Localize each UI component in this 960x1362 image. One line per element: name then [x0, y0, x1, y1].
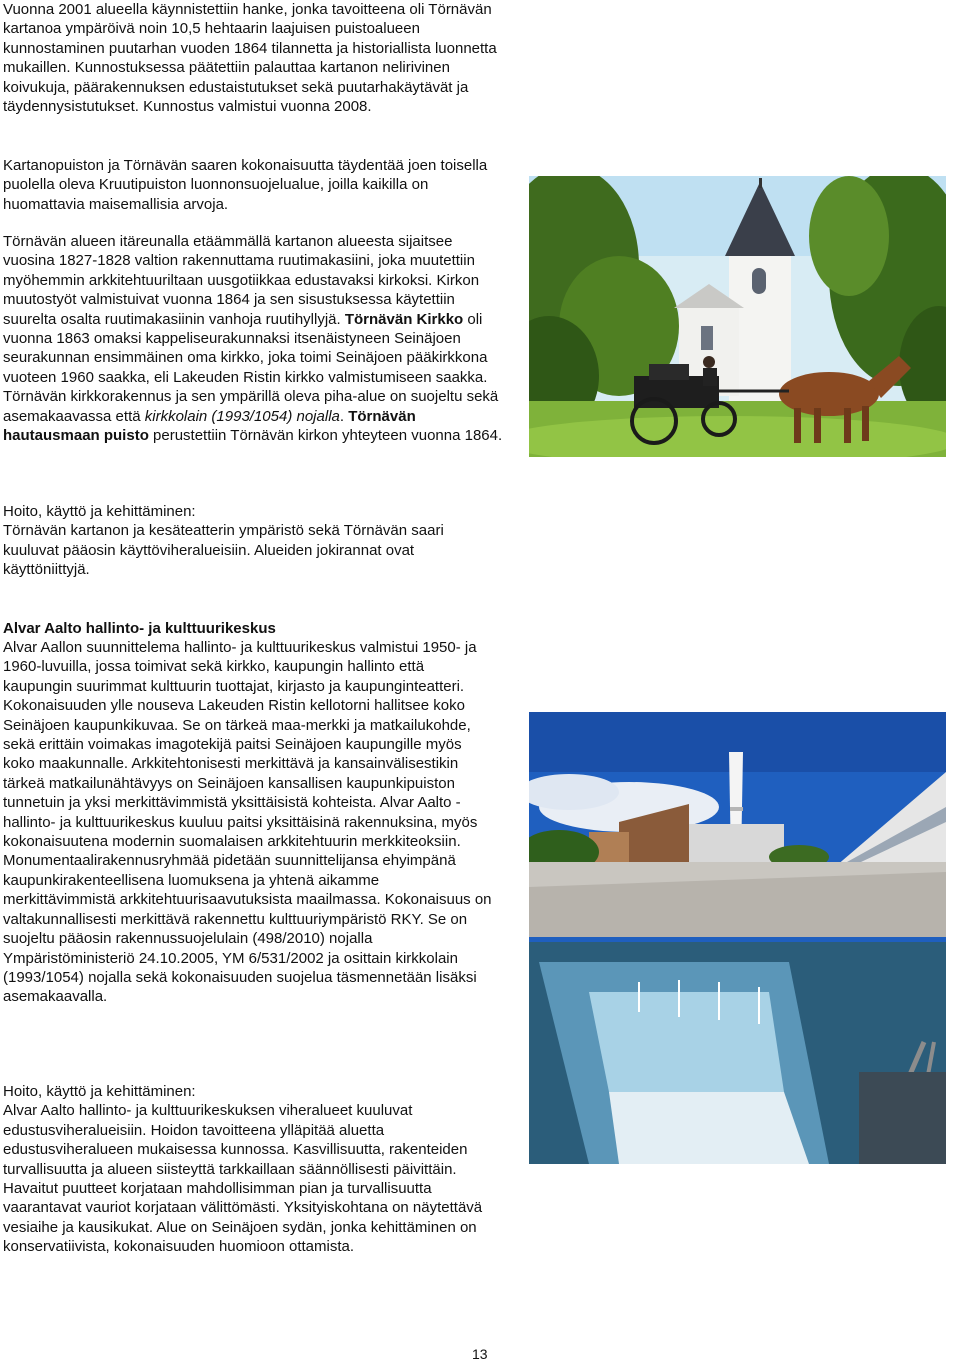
tornava-text-1: Törnävän alueen itäreunalla etäämmällä kartanon alueesta sijaitsee vuosina 1827-1828 valtion rakennuttama ruutimakasiini, joka muutettiin myöhemmin arkkitehtuuriltaan uusgotiikkaa edustavaksi kirkoksi. Kirkon muutostyöt valmistuivat vuonna 1864 ja sen sisustuksessa käytettiin suurelta osalta ruutimakasiinin vanhoja ruutihyllyjä. [3, 233, 480, 328]
tornava-text-3: . [339, 407, 349, 425]
maintenance-heading-2: Hoito, käyttö ja kehittäminen: [3, 1083, 196, 1100]
aalto-section-heading: Alvar Aalto hallinto- ja kulttuurikeskus [3, 620, 276, 637]
tornava-text-4: perustettiin Törnävän kirkon yhteyteen vuonna 1864. [148, 427, 503, 445]
tornava-text-2: oli vuonna 1863 omaksi kappeliseurakunnaksi itsenäistyneen Seinäjoen seurakunnan ensimmäinen oma kirkko, joka toimi Seinäjoen pääkirkkona vuoteen 1960 saakka, eli Lakeuden Ristin kirkko valmistumiseen saakka. Törnävän kirkkorakennus ja sen ympärillä oleva piha-alue on suojeltu sekä asemakaavassa että [3, 310, 499, 425]
kartanopuisto-paragraph: Kartanopuiston ja Törnävän saaren kokonaisuutta täydentää joen toisella puolella oleva Kruutipuiston luonnonsuojelualue, joilla kaikilla on huomattavia maisemallisia arvoja. [3, 157, 488, 213]
intro-paragraph: Vuonna 2001 alueella käynnistettiin hanke, jonka tavoitteena oli Törnävän kartanoa ympäröivä noin 10,5 hehtaarin laajuisen puistoalueen kunnostaminen puutarhan vuoden 1864 tilannetta ja historiallista luonnetta mukaillen. Kunnostuksessa päätettiin palauttaa kartanon nelirivinen koivukuja, päärakennuksen edustaistutukset sekä puutarhakäytävät ja täydennysistutukset. Kunnostus valmistui vuonna 2008. [3, 1, 497, 116]
aalto-paragraph: Alvar Aallon suunnittelema hallinto- ja kulttuurikeskus valmistui 1950- ja 1960-luvuilla, jossa toimivat sekä kirkko, kaupungin hallinto että kaupungin suurimmat kulttuurin tuottajat, kirjasto ja kaupunginteatteri. Kokonaisuuden ylle nouseva Lakeuden Ristin kellotorni hallitsee koko Seinäjoen kaupunkikuvaa. Se on tärkeä maa-merkki ja matkailukohde, sekä erittäin voimakas imagotekijä paitsi Seinäjoen kaupungille myös koko maakunnalle. Arkkitehtonisesti merkittävä ja kansainvälisestikin tärkeä matkailunähtävyys on Seinäjoen kansallisen kaupunkipuiston tunnetuin ja yksi merkittävimmistä yksittäisistä kohteista. Alvar Aalto -hallinto- ja kulttuurikeskus kuuluu paitsi yksittäisinä rakennuksina, myös kokonaisuutena modernin suomalaisen arkkitehtuurin merkkiteoksiin. Monumentaalirakennusryhmää pidetään suunnittelijansa ehyimpänä kaupunkirakenteellisena luomuksena ja yhtenä aikamme merkittävimmistä arkkitehtuurisaavutuksista maailmassa. Kokonaisuus on valtakunnallisesti merkittävä rakennettu kulttuuriympäristö RKY. Se on suojeltu pääosin rakennussuojelulain (498/2010) nojalla Ympäristöministeriö 24.10.2005, YM 6/531/2002 ja osittain kirkkolain (1993/1054) nojalla sekä kokonaisuuden suojelua täsmennetään lisäksi asemakaavalla. [3, 639, 492, 1006]
maintenance-section-1 [3, 502, 503, 580]
maintenance-text-2: Alvar Aalto hallinto- ja kulttuurikeskuksen viheralueet kuuluvat edustusviheralueisiin. Hoidon tavoitteena ylläpitää aluetta edustusviheralueen mukaisessa kunnossa. Kasvillisuutta, rakenteiden turvallisuutta ja alueen siisteyttä tarkkaillaan säännöllisesti päivittäin. Havaitut puutteet korjataan mahdollisimman pian ja turvallisuutta vaarantavat vauriot korjataan välittömästi. Yksityiskohtana on näytettävä vesiaihe ja kausikukat. Alue on Seinäjoen sydän, jonka kehittäminen on konservatiivista, kokonaisuuden huomioon ottamista. [3, 1102, 483, 1256]
tornava-church-paragraph [3, 232, 503, 445]
maintenance-text-1: Törnävän kartanon ja kesäteatterin ympäristö sekä Törnävän saari kuuluvat pääosin käyttöviheralueisiin. Alueiden jokirannat ovat käyttöniittyjä. [3, 522, 444, 579]
aalto-center-photo [529, 712, 946, 1164]
tornava-church-photo [529, 176, 946, 457]
maintenance-heading-1: Hoito, käyttö ja kehittäminen: [3, 503, 196, 520]
church-law-italic: kirkkolain (1993/1054) nojalla [144, 407, 340, 425]
aalto-center-illustration [529, 712, 946, 1164]
church-carriage-illustration [529, 176, 946, 457]
tornava-church-bold: Törnävän Kirkko [344, 310, 464, 328]
maintenance-section-2 [3, 1082, 483, 1257]
page-number: 13 [472, 1346, 488, 1362]
cemetery-park-bold: Törnävän hautausmaan puisto [3, 407, 416, 445]
